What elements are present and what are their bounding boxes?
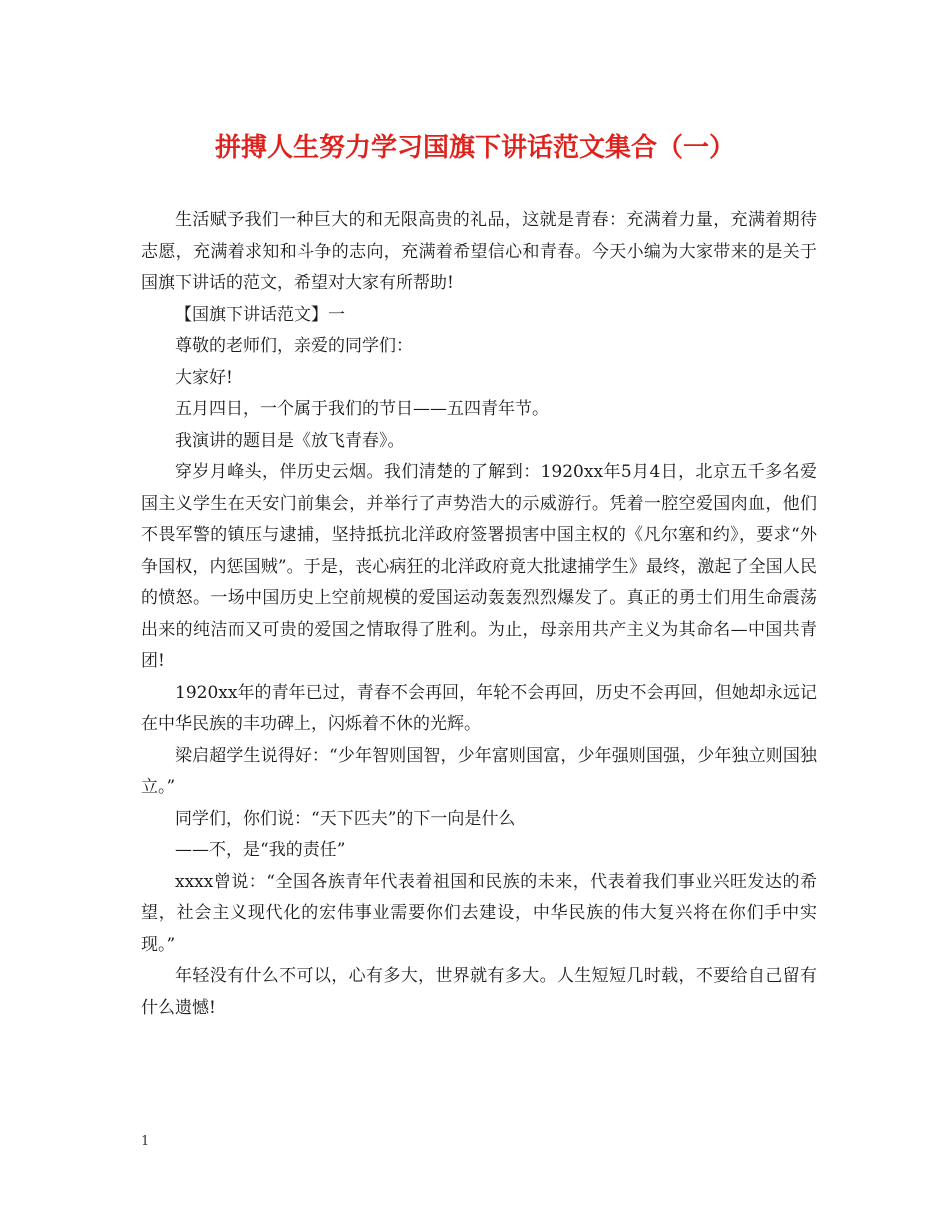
paragraph-may-fourth: 五月四日，一个属于我们的节日——五四青年节。 bbox=[175, 399, 549, 419]
paragraph-history: 穿岁月峰头，伴历史云烟。我们清楚的了解到：1920xx年5月4日，北京五千多名爱国主义学生在天安门前集会，并举行了声势浩大的示威游行。凭着一腔空爱国肉血，他们不畏军警的镇压与逮捕，坚持抵抗北洋政府签署损害中国主权的《凡尔塞和约》，要求“外争国权，内惩国贼”。于是，丧心病狂的北洋政府竟大批逮捕学生》最终，激起了全国人民的愤怒。一场中国历史上空前规模的爱国运动轰轰烈烈爆发了。真正的勇士们用生命震荡出来的纯洁而又可贵的爱国之情取得了胜利。为止，母亲用共产主义为其命名—中国共青团! bbox=[141, 462, 817, 671]
page-number: 1 bbox=[141, 1134, 150, 1149]
paragraph-salutation: 尊敬的老师们，亲爱的同学们： bbox=[175, 336, 413, 356]
paragraph-greeting: 大家好! bbox=[175, 367, 233, 388]
paragraph-question: 同学们，你们说：“天下匹夫”的下一向是什么 bbox=[175, 808, 516, 829]
document-title: 拼搏人生努力学习国旗下讲话范文集合（一） bbox=[214, 133, 735, 163]
paragraph-answer: ——不，是“我的责任” bbox=[175, 840, 346, 860]
paragraph-liang-qichao: 梁启超学生说得好：“少年智则国智，少年富则国富，少年强则国强，少年独立则国独立。” bbox=[141, 745, 817, 797]
paragraph-quote: xxxx曾说：“全国各族青年代表着祖国和民族的未来，代表着我们事业兴旺发达的希望，社会主义现代化的宏伟事业需要你们去建设，中华民族的伟大复兴将在你们手中实现。” bbox=[141, 871, 817, 955]
paragraph-youth-past: 1920xx年的青年已过，青春不会再回，年轮不会再回，历史不会再回，但她却永远记在中华民族的丰功碑上，闪烁着不休的光辉。 bbox=[141, 682, 817, 734]
paragraph-section-heading: 【国旗下讲话范文】一 bbox=[175, 304, 345, 325]
paragraph-intro: 生活赋予我们一种巨大的和无限高贵的礼品，这就是青春：充满着力量，充满着期待志愿，充满着求知和斗争的志向，充满着希望信心和青春。今天小编为大家带来的是关于国旗下讲话的范文，希望对大家有所帮助! bbox=[141, 210, 817, 293]
paragraph-speech-topic: 我演讲的题目是《放飞青春》。 bbox=[175, 430, 405, 451]
paragraph-closing: 年轻没有什么不可以，心有多大，世界就有多大。人生短短几时载，不要给自己留有什么遗憾! bbox=[141, 966, 817, 1018]
document-body bbox=[141, 205, 817, 1024]
